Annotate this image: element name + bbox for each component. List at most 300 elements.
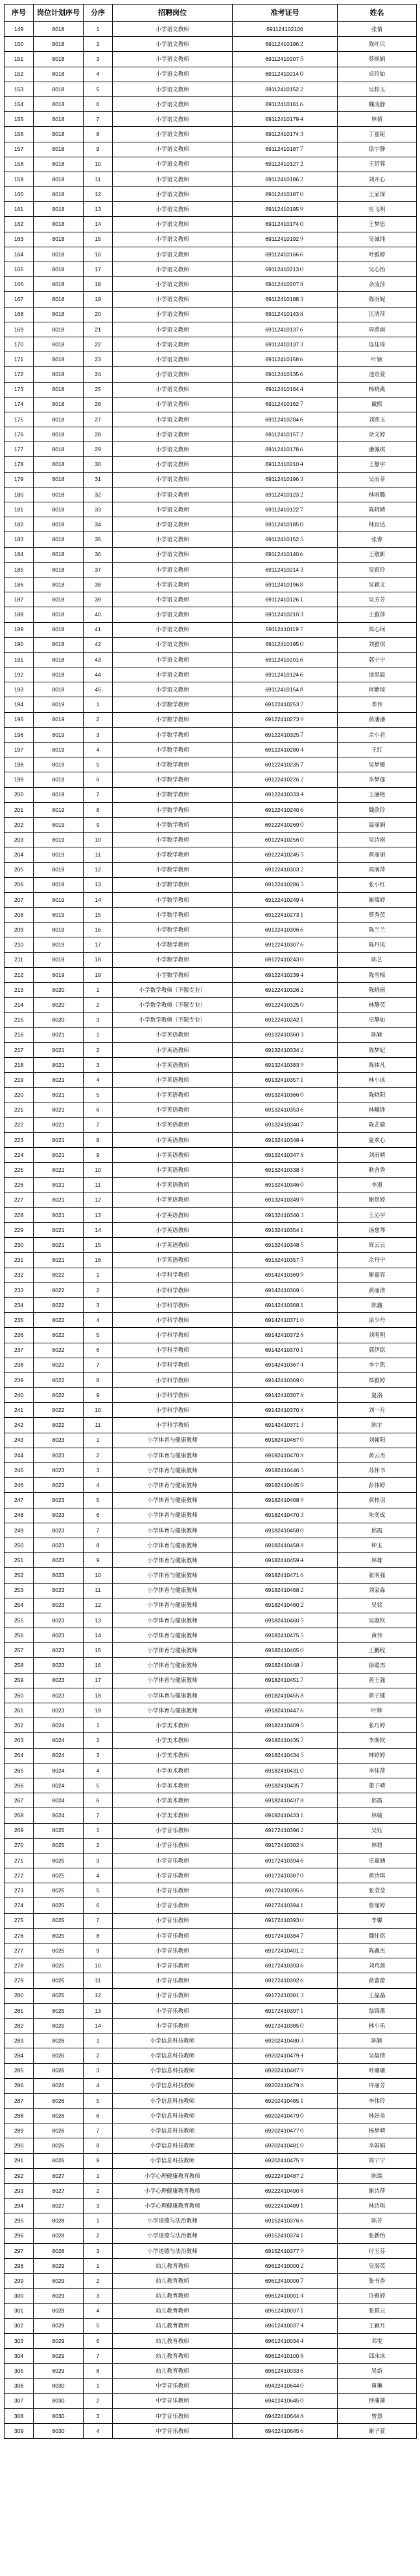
cell-serial: 163 — [5, 232, 34, 247]
cell-plan-code: 8023 — [34, 1433, 84, 1448]
cell-position: 小学数学教师 — [113, 923, 233, 937]
cell-exam-number: 69132410348５ — [233, 1238, 338, 1253]
cell-rank: 3 — [84, 2199, 113, 2213]
cell-position: 中学音乐教师 — [113, 2424, 233, 2439]
cell-exam-number: 69132410346３ — [233, 1207, 338, 1222]
cell-name: 郑宁宁 — [338, 2153, 417, 2168]
cell-serial: 302 — [5, 2318, 34, 2333]
table-row — [5, 37, 417, 52]
cell-plan-code: 8029 — [34, 2258, 84, 2273]
cell-serial: 270 — [5, 1838, 34, 1853]
cell-name: 张碧云 — [338, 2303, 417, 2318]
cell-position: 小学语文教师 — [113, 82, 233, 96]
cell-plan-code: 8021 — [34, 1103, 84, 1117]
cell-plan-code: 8025 — [34, 1958, 84, 1973]
table-row — [5, 2199, 417, 2213]
cell-exam-number: 69132410349９ — [233, 1193, 338, 1207]
cell-rank: 5 — [84, 1493, 113, 1508]
cell-serial: 215 — [5, 1013, 34, 1027]
cell-rank: 2 — [84, 1042, 113, 1057]
cell-rank: 38 — [84, 577, 113, 592]
cell-plan-code: 8019 — [34, 802, 84, 817]
cell-rank: 9 — [84, 1388, 113, 1403]
cell-plan-code: 8023 — [34, 1628, 84, 1643]
cell-exam-number: 69222410487２ — [233, 2168, 338, 2183]
cell-position: 小学美术教师 — [113, 1748, 233, 1763]
cell-serial: 245 — [5, 1463, 34, 1478]
cell-plan-code: 8022 — [34, 1388, 84, 1403]
cell-position: 小学数学教师 — [113, 967, 233, 982]
cell-serial: 153 — [5, 82, 34, 96]
cell-position: 小学体育与健康教师 — [113, 1598, 233, 1613]
cell-position: 小学科学教师 — [113, 1343, 233, 1358]
cell-rank: 44 — [84, 667, 113, 682]
cell-exam-number: 69172410394６ — [233, 1853, 338, 1868]
table-row — [5, 96, 417, 111]
table-row — [5, 667, 417, 682]
cell-position: 小学数学教师 — [113, 727, 233, 742]
cell-rank: 7 — [84, 1808, 113, 1823]
cell-serial: 255 — [5, 1613, 34, 1628]
cell-serial: 283 — [5, 2033, 34, 2048]
cell-name: 余文婷 — [338, 427, 417, 442]
cell-serial: 261 — [5, 1703, 34, 1718]
cell-exam-number: 69142410372８ — [233, 1328, 338, 1343]
cell-position: 小学语文教师 — [113, 22, 233, 37]
table-row — [5, 1868, 417, 1883]
table-row — [5, 1763, 417, 1778]
cell-rank: 2 — [84, 37, 113, 52]
table-row — [5, 292, 417, 307]
cell-name: 陈叶贝 — [338, 37, 417, 52]
cell-rank: 6 — [84, 772, 113, 787]
cell-position: 小学音乐教师 — [113, 1898, 233, 1913]
cell-rank: 9 — [84, 2153, 113, 2168]
table-row — [5, 1688, 417, 1703]
cell-rank: 5 — [84, 2318, 113, 2333]
cell-plan-code: 8021 — [34, 1223, 84, 1238]
cell-position: 小学英语教师 — [113, 1148, 233, 1163]
cell-exam-number: 69122410249４ — [233, 892, 338, 907]
cell-plan-code: 8019 — [34, 923, 84, 937]
table-row — [5, 2349, 417, 2364]
table-row — [5, 1733, 417, 1748]
cell-name: 刘翰阳 — [338, 1433, 417, 1448]
cell-plan-code: 8018 — [34, 667, 84, 682]
table-row — [5, 1238, 417, 1253]
cell-rank: 5 — [84, 757, 113, 772]
cell-rank: 5 — [84, 82, 113, 96]
cell-serial: 228 — [5, 1207, 34, 1222]
cell-position: 小学心理健康教育教师 — [113, 2168, 233, 2183]
cell-plan-code: 8023 — [34, 1583, 84, 1598]
cell-rank: 2 — [84, 2274, 113, 2289]
cell-rank: 13 — [84, 2003, 113, 2018]
table-row — [5, 1853, 417, 1868]
cell-serial: 192 — [5, 667, 34, 682]
table-row — [5, 622, 417, 637]
table-row — [5, 577, 417, 592]
cell-exam-number: 69612410001４ — [233, 2289, 338, 2303]
cell-plan-code: 8026 — [34, 2078, 84, 2093]
cell-rank: 6 — [84, 1898, 113, 1913]
cell-rank: 18 — [84, 277, 113, 292]
cell-name: 卓嘉涵 — [338, 1853, 417, 1868]
cell-serial: 263 — [5, 1733, 34, 1748]
cell-position: 小学音乐教师 — [113, 1943, 233, 1958]
table-row — [5, 743, 417, 757]
cell-rank: 17 — [84, 1673, 113, 1688]
cell-position: 小学体育与健康教师 — [113, 1583, 233, 1598]
cell-serial: 218 — [5, 1057, 34, 1072]
cell-serial: 184 — [5, 547, 34, 562]
cell-exam-number: 69142410371３ — [233, 1418, 338, 1433]
cell-name: 江清萍 — [338, 307, 417, 322]
cell-rank: 8 — [84, 2364, 113, 2379]
cell-serial: 167 — [5, 292, 34, 307]
cell-name: 谢子萱 — [338, 2424, 417, 2439]
cell-rank: 39 — [84, 592, 113, 607]
cell-exam-number: 69112410192９ — [233, 232, 338, 247]
cell-position: 小学信息科技教师 — [113, 2078, 233, 2093]
cell-position: 小学数学教师 — [113, 802, 233, 817]
cell-plan-code: 8018 — [34, 217, 84, 232]
table-row — [5, 1132, 417, 1147]
cell-plan-code: 8030 — [34, 2379, 84, 2393]
cell-position: 小学科学教师 — [113, 1418, 233, 1433]
table-row — [5, 1358, 417, 1372]
table-row — [5, 1448, 417, 1462]
cell-exam-number: 69182410465０ — [233, 1643, 338, 1658]
cell-rank: 2 — [84, 1282, 113, 1297]
cell-plan-code: 8020 — [34, 983, 84, 998]
cell-serial: 233 — [5, 1282, 34, 1297]
cell-plan-code: 8018 — [34, 277, 84, 292]
cell-name: 陈宇 — [338, 1418, 417, 1433]
cell-name: 钟蒲蒲 — [338, 2393, 417, 2408]
cell-serial: 180 — [5, 487, 34, 502]
cell-plan-code: 8029 — [34, 2274, 84, 2289]
cell-position: 小学语文教师 — [113, 607, 233, 622]
cell-name: 王敬新 — [338, 547, 417, 562]
cell-rank: 1 — [84, 2033, 113, 2048]
table-row — [5, 352, 417, 367]
cell-name: 夏洛 — [338, 1388, 417, 1403]
table-row — [5, 1913, 417, 1928]
cell-rank: 14 — [84, 1223, 113, 1238]
cell-serial: 285 — [5, 2063, 34, 2078]
cell-exam-number: 69112410210б — [233, 22, 338, 37]
cell-plan-code: 8024 — [34, 1748, 84, 1763]
table-row — [5, 2274, 417, 2289]
cell-plan-code: 8025 — [34, 1928, 84, 1943]
cell-serial: 207 — [5, 892, 34, 907]
cell-exam-number: 69172410396２ — [233, 1823, 338, 1838]
cell-plan-code: 8026 — [34, 2093, 84, 2108]
table-row — [5, 442, 417, 457]
cell-plan-code: 8028 — [34, 2228, 84, 2243]
cell-rank: 10 — [84, 833, 113, 847]
cell-exam-number: 69132410348４ — [233, 1132, 338, 1147]
cell-exam-number: 69202410479０ — [233, 2109, 338, 2123]
cell-plan-code: 8023 — [34, 1523, 84, 1538]
cell-exam-number: 69132410346０ — [233, 1178, 338, 1193]
table-row — [5, 712, 417, 727]
table-row — [5, 2393, 417, 2408]
cell-serial: 241 — [5, 1403, 34, 1418]
cell-exam-number: 69112410187７ — [233, 142, 338, 157]
cell-position: 小学语文教师 — [113, 232, 233, 247]
cell-name: 许雅婷 — [338, 2289, 417, 2303]
cell-rank: 15 — [84, 1643, 113, 1658]
cell-plan-code: 8018 — [34, 682, 84, 697]
table-row — [5, 1823, 417, 1838]
cell-serial: 305 — [5, 2364, 34, 2379]
cell-rank: 4 — [84, 1868, 113, 1883]
cell-exam-number: 69112410185０ — [233, 517, 338, 532]
cell-plan-code: 8026 — [34, 2109, 84, 2123]
cell-serial: 296 — [5, 2228, 34, 2243]
cell-name: 彭伟婷 — [338, 1478, 417, 1493]
table-row — [5, 2333, 417, 2348]
cell-rank: 18 — [84, 952, 113, 967]
cell-position: 幼儿教育教师 — [113, 2258, 233, 2273]
cell-serial: 262 — [5, 1718, 34, 1733]
cell-plan-code: 8022 — [34, 1343, 84, 1358]
cell-serial: 294 — [5, 2199, 34, 2213]
cell-position: 小学英语教师 — [113, 1178, 233, 1193]
cell-name: 吴晨倩 — [338, 2048, 417, 2063]
cell-position: 小学信息科技教师 — [113, 2123, 233, 2138]
cell-position: 小学英语教师 — [113, 1163, 233, 1178]
cell-name: 蔡秀英 — [338, 908, 417, 923]
cell-exam-number: 69422410644０ — [233, 2379, 338, 2393]
cell-exam-number: 69182410470８ — [233, 1448, 338, 1462]
cell-name: 陈晓婧 — [338, 502, 417, 517]
cell-plan-code: 8018 — [34, 412, 84, 427]
table-row — [5, 2093, 417, 2108]
cell-plan-code: 8018 — [34, 382, 84, 397]
cell-exam-number: 69612410034４ — [233, 2333, 338, 2348]
cell-rank: 19 — [84, 292, 113, 307]
cell-exam-number: 69202410485１ — [233, 2093, 338, 2108]
cell-rank: 11 — [84, 1973, 113, 1988]
cell-plan-code: 8018 — [34, 112, 84, 127]
header-position: 招聘岗位 — [113, 5, 233, 22]
cell-serial: 282 — [5, 2018, 34, 2033]
cell-plan-code: 8021 — [34, 1193, 84, 1207]
cell-name: 林小冰 — [338, 1073, 417, 1088]
cell-serial: 268 — [5, 1808, 34, 1823]
cell-plan-code: 8022 — [34, 1403, 84, 1418]
table-row — [5, 1073, 417, 1088]
cell-serial: 244 — [5, 1448, 34, 1462]
cell-exam-number: 69612410100８ — [233, 2349, 338, 2364]
cell-name: 林静英 — [338, 998, 417, 1013]
cell-name: 林诗琪 — [338, 2199, 417, 2213]
cell-name: 余丹宁 — [338, 1253, 417, 1268]
cell-plan-code: 8023 — [34, 1553, 84, 1568]
cell-rank: 2 — [84, 2228, 113, 2243]
table-row — [5, 457, 417, 472]
cell-plan-code: 8021 — [34, 1132, 84, 1147]
table-row — [5, 2168, 417, 2183]
table-row — [5, 1148, 417, 1163]
cell-position: 小学道德与法治教师 — [113, 2213, 233, 2228]
cell-serial: 220 — [5, 1088, 34, 1103]
cell-name: 陈雨妮 — [338, 292, 417, 307]
cell-serial: 219 — [5, 1073, 34, 1088]
cell-name: 蔡焕娟 — [338, 52, 417, 67]
cell-exam-number: 69112410164４ — [233, 382, 338, 397]
cell-name: 何紫琼 — [338, 682, 417, 697]
cell-serial: 235 — [5, 1313, 34, 1328]
cell-name: 刘一月 — [338, 1403, 417, 1418]
cell-position: 小学信息科技教师 — [113, 2138, 233, 2153]
cell-name: 张睿 — [338, 532, 417, 547]
cell-position: 小学科学教师 — [113, 1282, 233, 1297]
cell-serial: 264 — [5, 1748, 34, 1763]
cell-exam-number: 69152410374１ — [233, 2228, 338, 2243]
cell-name: 黄伟 — [338, 1628, 417, 1643]
table-row — [5, 1117, 417, 1132]
cell-position: 小学科学教师 — [113, 1268, 233, 1282]
cell-exam-number: 69112410123２ — [233, 487, 338, 502]
cell-plan-code: 8018 — [34, 367, 84, 382]
cell-rank: 2 — [84, 998, 113, 1013]
cell-exam-number: 69122410245５ — [233, 847, 338, 862]
cell-name: 王雅萍 — [338, 607, 417, 622]
table-row — [5, 1297, 417, 1312]
header-plan-code: 岗位计划序号 — [34, 5, 84, 22]
table-row — [5, 127, 417, 142]
cell-rank: 28 — [84, 427, 113, 442]
table-row — [5, 1973, 417, 1988]
cell-name: 董子晴 — [338, 1778, 417, 1793]
cell-rank: 27 — [84, 412, 113, 427]
table-row — [5, 1418, 417, 1433]
table-row — [5, 1748, 417, 1763]
cell-rank: 9 — [84, 1943, 113, 1958]
cell-serial: 243 — [5, 1433, 34, 1448]
cell-name: 吴芳芳 — [338, 592, 417, 607]
cell-position: 小学音乐教师 — [113, 1823, 233, 1838]
cell-serial: 279 — [5, 1973, 34, 1988]
cell-name: 王红 — [338, 743, 417, 757]
cell-serial: 186 — [5, 577, 34, 592]
cell-serial: 197 — [5, 743, 34, 757]
cell-exam-number: 69122410273９ — [233, 712, 338, 727]
cell-name: 叶珊珊 — [338, 2063, 417, 2078]
cell-plan-code: 8026 — [34, 2138, 84, 2153]
table-row — [5, 772, 417, 787]
cell-name: 叶颖 — [338, 352, 417, 367]
cell-plan-code: 8027 — [34, 2168, 84, 2183]
cell-plan-code: 8029 — [34, 2364, 84, 2379]
cell-serial: 187 — [5, 592, 34, 607]
cell-position: 幼儿教育教师 — [113, 2289, 233, 2303]
table-row — [5, 652, 417, 667]
cell-name: 李娟娟 — [338, 2138, 417, 2153]
cell-position: 小学体育与健康教师 — [113, 1508, 233, 1523]
cell-rank: 2 — [84, 2048, 113, 2063]
cell-exam-number: 69132410366０ — [233, 1088, 338, 1103]
table-row — [5, 1178, 417, 1193]
cell-exam-number: 69612410037１ — [233, 2303, 338, 2318]
cell-position: 小学数学教师 — [113, 937, 233, 952]
table-row — [5, 862, 417, 877]
table-row — [5, 82, 417, 96]
cell-rank: 45 — [84, 682, 113, 697]
cell-rank: 17 — [84, 937, 113, 952]
cell-name: 吴海英 — [338, 2258, 417, 2273]
cell-name: 陈晓阳 — [338, 1088, 417, 1103]
cell-name: 谢煜婷 — [338, 1193, 417, 1207]
cell-rank: 30 — [84, 457, 113, 472]
cell-position: 小学语文教师 — [113, 96, 233, 111]
cell-name: 吴银玲 — [338, 562, 417, 577]
cell-plan-code: 8025 — [34, 1883, 84, 1898]
cell-exam-number: 69172410392６ — [233, 1973, 338, 1988]
table-row — [5, 232, 417, 247]
cell-name: 郑雅婷 — [338, 1372, 417, 1387]
cell-plan-code: 8026 — [34, 2063, 84, 2078]
cell-exam-number: 69122410280４ — [233, 743, 338, 757]
cell-position: 小学语文教师 — [113, 532, 233, 547]
table-row — [5, 1793, 417, 1808]
cell-position: 小学语文教师 — [113, 202, 233, 217]
cell-name: 陈瑞 — [338, 2168, 417, 2183]
cell-position: 小学英语教师 — [113, 1117, 233, 1132]
cell-serial: 299 — [5, 2274, 34, 2289]
cell-position: 小学语文教师 — [113, 517, 233, 532]
cell-rank: 10 — [84, 1568, 113, 1583]
cell-plan-code: 8025 — [34, 1838, 84, 1853]
cell-exam-number: 69172410393６ — [233, 1958, 338, 1973]
table-row — [5, 1958, 417, 1973]
cell-serial: 272 — [5, 1868, 34, 1883]
cell-exam-number: 69112410195０ — [233, 637, 338, 652]
cell-exam-number: 69112410214０ — [233, 67, 338, 82]
table-row — [5, 1943, 417, 1958]
cell-name: 林好美 — [338, 2109, 417, 2123]
cell-position: 小学音乐教师 — [113, 1988, 233, 2003]
cell-position: 小学语文教师 — [113, 652, 233, 667]
cell-position: 小学语文教师 — [113, 592, 233, 607]
cell-exam-number: 69182410446５ — [233, 1463, 338, 1478]
cell-plan-code: 8021 — [34, 1148, 84, 1163]
table-row — [5, 412, 417, 427]
table-row — [5, 1207, 417, 1222]
cell-plan-code: 8018 — [34, 592, 84, 607]
cell-rank: 14 — [84, 217, 113, 232]
cell-exam-number: 69182410437８ — [233, 1793, 338, 1808]
cell-exam-number: 69172410387０ — [233, 1868, 338, 1883]
cell-exam-number: 69182410445９ — [233, 1478, 338, 1493]
cell-serial: 169 — [5, 322, 34, 337]
table-row — [5, 2078, 417, 2093]
table-row — [5, 2063, 417, 2078]
cell-position: 小学英语教师 — [113, 1042, 233, 1057]
cell-serial: 286 — [5, 2078, 34, 2093]
cell-serial: 171 — [5, 352, 34, 367]
cell-position: 小学数学教师 — [113, 833, 233, 847]
cell-serial: 191 — [5, 652, 34, 667]
cell-name: 张新怡 — [338, 2228, 417, 2243]
cell-rank: 10 — [84, 1163, 113, 1178]
table-row — [5, 2243, 417, 2258]
cell-position: 小学英语教师 — [113, 1223, 233, 1238]
